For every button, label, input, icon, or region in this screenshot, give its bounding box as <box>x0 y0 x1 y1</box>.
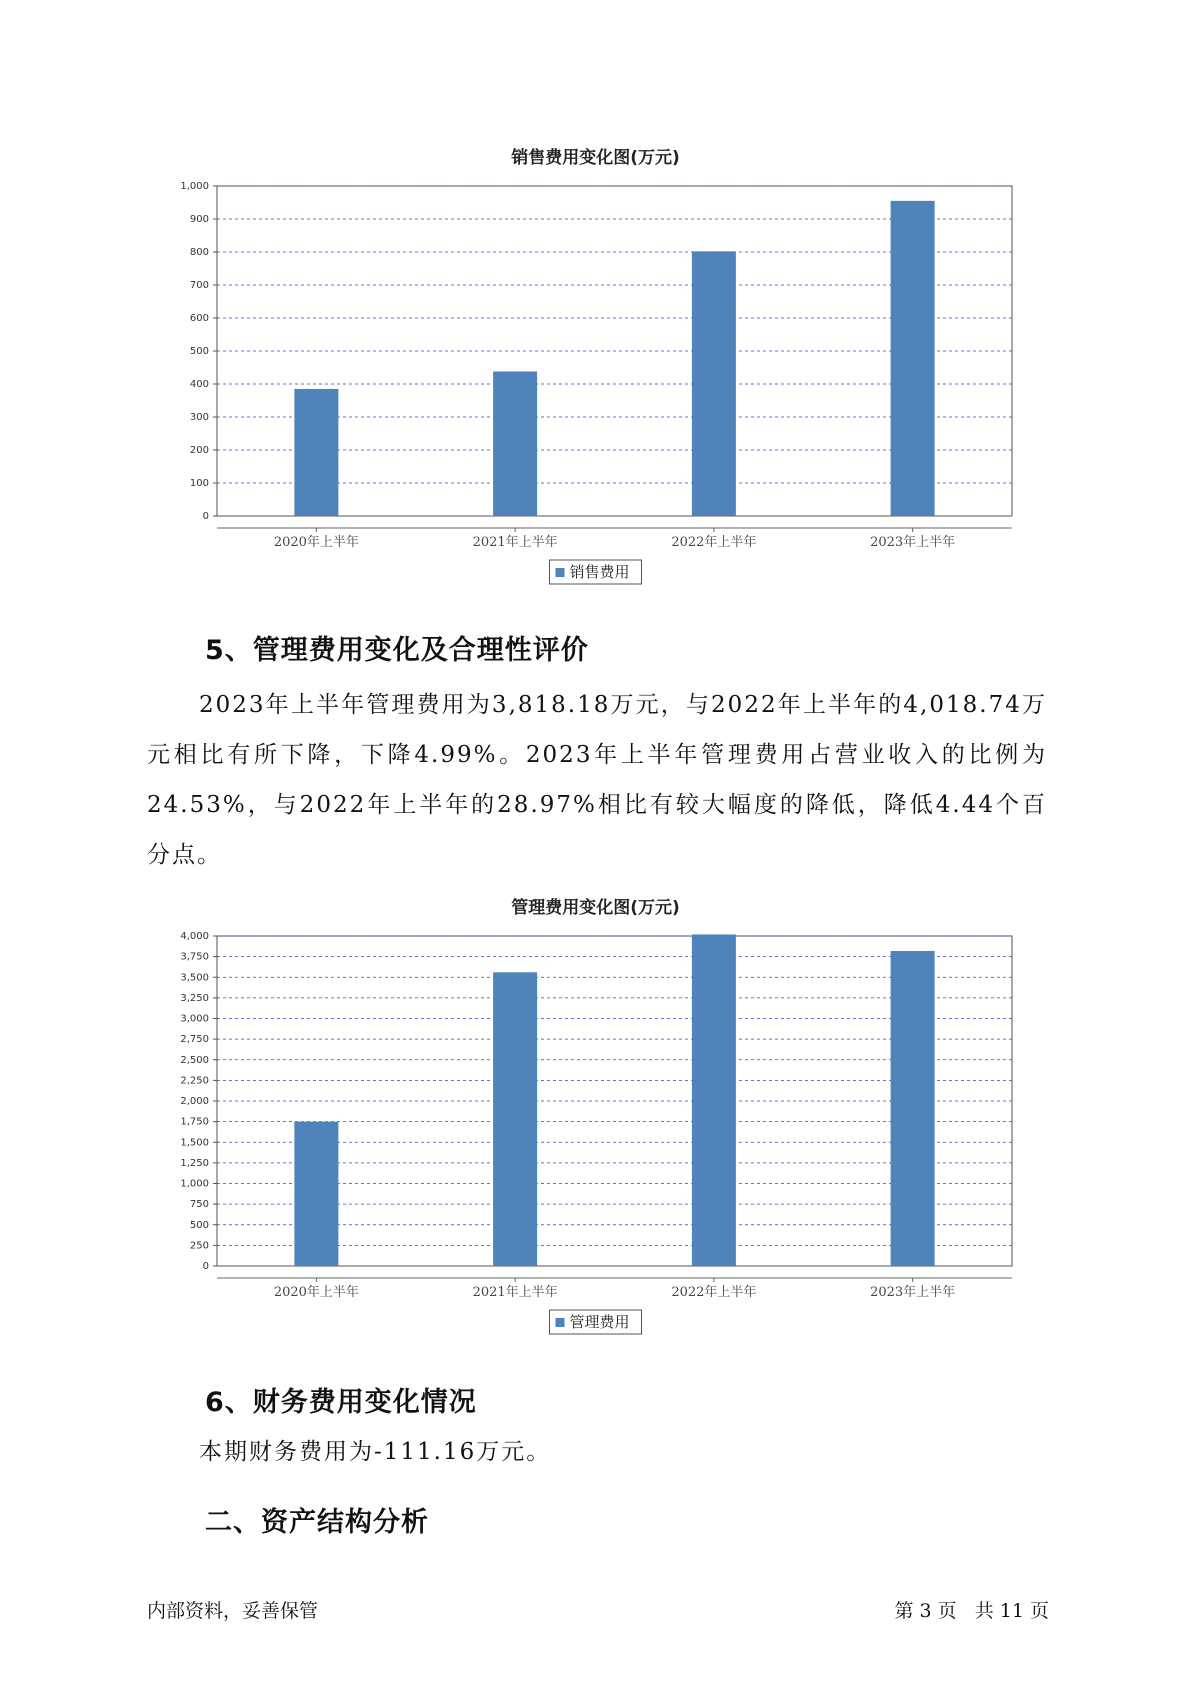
bar <box>891 201 935 516</box>
y-tick-label: 100 <box>189 478 209 489</box>
section-two-heading: 二、资产结构分析 <box>205 1507 429 1538</box>
legend-swatch <box>556 1318 565 1327</box>
y-tick-label: 500 <box>189 346 209 357</box>
y-tick-label: 800 <box>189 247 209 258</box>
y-tick-label: 1,000 <box>180 181 209 192</box>
y-tick-label: 3,000 <box>180 1013 209 1025</box>
sales-expense-chart <box>0 160 1191 620</box>
bar <box>493 371 537 516</box>
legend-label: 管理费用 <box>569 1313 630 1331</box>
x-tick-label: 2023年上半年 <box>870 535 956 550</box>
section6-paragraph <box>147 1427 1047 1477</box>
y-tick-label: 0 <box>202 511 209 522</box>
x-tick-label: 2020年上半年 <box>273 1285 359 1300</box>
section5-paragraph <box>147 680 1047 880</box>
y-tick-label: 2,000 <box>180 1096 209 1107</box>
y-tick-label: 1,250 <box>180 1157 209 1169</box>
footer-confidential-note: 内部资料，妥善保管 <box>147 1600 319 1622</box>
bar <box>891 951 935 1266</box>
chart1-title: 销售费用变化图(万元) <box>511 148 680 168</box>
legend-swatch <box>556 568 565 577</box>
bar <box>294 389 338 516</box>
section6-heading: 6、财务费用变化情况 <box>205 1387 477 1418</box>
y-tick-label: 700 <box>189 280 209 291</box>
y-tick-label: 2,250 <box>180 1075 209 1087</box>
footer-page-number: 第 3 页 共 11 页 <box>894 1600 1049 1622</box>
x-tick-label: 2020年上半年 <box>273 535 359 550</box>
y-tick-label: 4,000 <box>180 931 209 942</box>
y-tick-label: 1,500 <box>180 1137 209 1149</box>
y-tick-label: 600 <box>189 313 209 324</box>
y-tick-label: 250 <box>189 1240 209 1252</box>
bar <box>692 934 736 1266</box>
y-tick-label: 3,750 <box>180 951 209 963</box>
y-tick-label: 900 <box>189 214 209 225</box>
y-tick-label: 1,000 <box>180 1178 209 1190</box>
y-tick-label: 1,750 <box>180 1116 209 1128</box>
bar <box>294 1122 338 1266</box>
y-tick-label: 300 <box>189 412 209 423</box>
bar <box>692 251 736 516</box>
y-tick-label: 0 <box>202 1261 209 1272</box>
section5-heading: 5、管理费用变化及合理性评价 <box>205 635 589 666</box>
y-tick-label: 200 <box>189 445 209 456</box>
x-tick-label: 2022年上半年 <box>671 1285 757 1300</box>
y-tick-label: 750 <box>189 1199 209 1211</box>
chart2-title: 管理费用变化图(万元) <box>511 898 680 918</box>
x-tick-label: 2022年上半年 <box>671 535 757 550</box>
y-tick-label: 2,500 <box>180 1054 209 1066</box>
section6-paragraph-text: 本期财务费用为-111.16万元。 <box>199 1439 552 1465</box>
y-tick-label: 3,500 <box>180 972 209 984</box>
bar <box>493 972 537 1266</box>
y-tick-label: 500 <box>189 1219 209 1231</box>
legend-label: 销售费用 <box>569 563 630 581</box>
y-tick-label: 3,250 <box>180 992 209 1004</box>
section5-paragraph-text: 2023年上半年管理费用为3,818.18万元，与2022年上半年的4,018.74万元相比有所下降，下降4.99%。2023年上半年管理费用占营业收入的比例为24.53%，与2022年上半年的28.97%相比有较大幅度的降低，降低4.44个百分点。 <box>147 692 1047 868</box>
y-tick-label: 400 <box>189 379 209 390</box>
admin-expense-chart <box>0 910 1191 1340</box>
x-tick-label: 2021年上半年 <box>472 1285 558 1300</box>
x-tick-label: 2021年上半年 <box>472 535 558 550</box>
x-tick-label: 2023年上半年 <box>870 1285 956 1300</box>
y-tick-label: 2,750 <box>180 1034 209 1046</box>
